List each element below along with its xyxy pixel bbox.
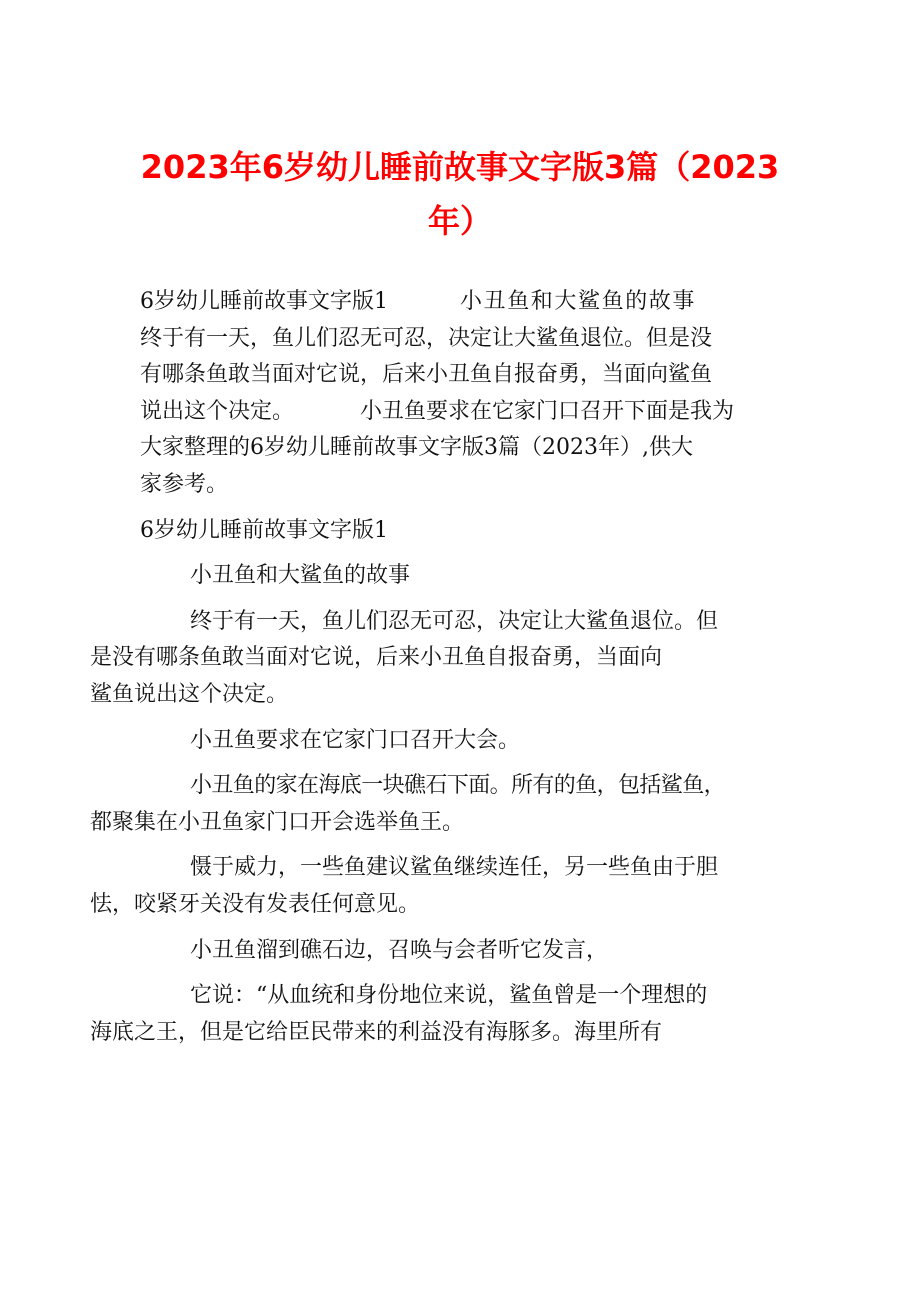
p4-line-2: 怯，咬紧牙关没有发表任何意见。 (90, 891, 421, 917)
section-heading: 6岁幼儿睡前故事文字版1 (140, 517, 388, 543)
story-paragraph-2 (140, 723, 782, 760)
summary-line-4a: 说出这个决定。 (140, 398, 295, 424)
p1-line-2: 是没有哪条鱼敢当面对它说，后来小丑鱼自报奋勇，当面向 (90, 645, 663, 671)
story-paragraph-1 (90, 604, 782, 714)
summary-story-title: 小丑鱼和大鲨鱼的故事 (460, 289, 697, 314)
p3-line-2: 都聚集在小丑鱼家门口开会选举鱼王。 (90, 809, 465, 835)
summary-line-2: 终于有一天，鱼儿们忍无可忍，决定让大鲨鱼退位。但是没 (140, 325, 713, 351)
story-paragraph-6 (90, 978, 782, 1051)
p1-line-1: 终于有一天，鱼儿们忍无可忍，决定让大鲨鱼退位。但 (190, 608, 719, 634)
summary-line-1 (140, 284, 782, 321)
document-body (90, 284, 782, 1051)
p3-line-1: 小丑鱼的家在海底一块礁石下面。所有的鱼，包括鲨鱼， (190, 773, 726, 799)
p1-line-3: 鲨鱼说出这个决定。 (90, 681, 289, 707)
story-paragraph-3 (90, 768, 782, 841)
document-title (120, 140, 800, 248)
summary-line-4b: 小丑鱼要求在它家门口召开下面是我为 (360, 398, 735, 424)
story-paragraph-5 (140, 933, 782, 970)
p6-line-2: 海底之王，但是它给臣民带来的利益没有海豚多。海里所有 (90, 1019, 663, 1045)
summary-line-4 (140, 394, 782, 431)
story-paragraph-4 (90, 850, 782, 923)
summary-line-6: 家参考。 (140, 471, 229, 497)
p6-line-1: 它说：“从血统和身份地位来说，鲨鱼曾是一个理想的 (190, 983, 708, 1009)
summary-line-3: 有哪条鱼敢当面对它说，后来小丑鱼自报奋勇，当面向鲨鱼 (140, 362, 713, 388)
p4-line-1: 慑于威力，一些鱼建议鲨鱼继续连任，另一些鱼由于胆 (190, 855, 719, 881)
story-title: 小丑鱼和大鲨鱼的故事 (190, 563, 411, 589)
title-line-1: 2023年6岁幼儿睡前故事文字版3篇（2023 (140, 148, 780, 186)
summary-section-label: 6岁幼儿睡前故事文字版1 (140, 289, 388, 314)
summary-line-5: 大家整理的6岁幼儿睡前故事文字版3篇（2023年）,供大 (140, 435, 693, 461)
summary-paragraph (140, 284, 782, 504)
p5-line-1: 小丑鱼溜到礁石边，召唤与会者听它发言， (190, 937, 609, 963)
title-line-2: 年） (427, 202, 492, 240)
p2-line-1: 小丑鱼要求在它家门口召开大会。 (190, 727, 521, 753)
